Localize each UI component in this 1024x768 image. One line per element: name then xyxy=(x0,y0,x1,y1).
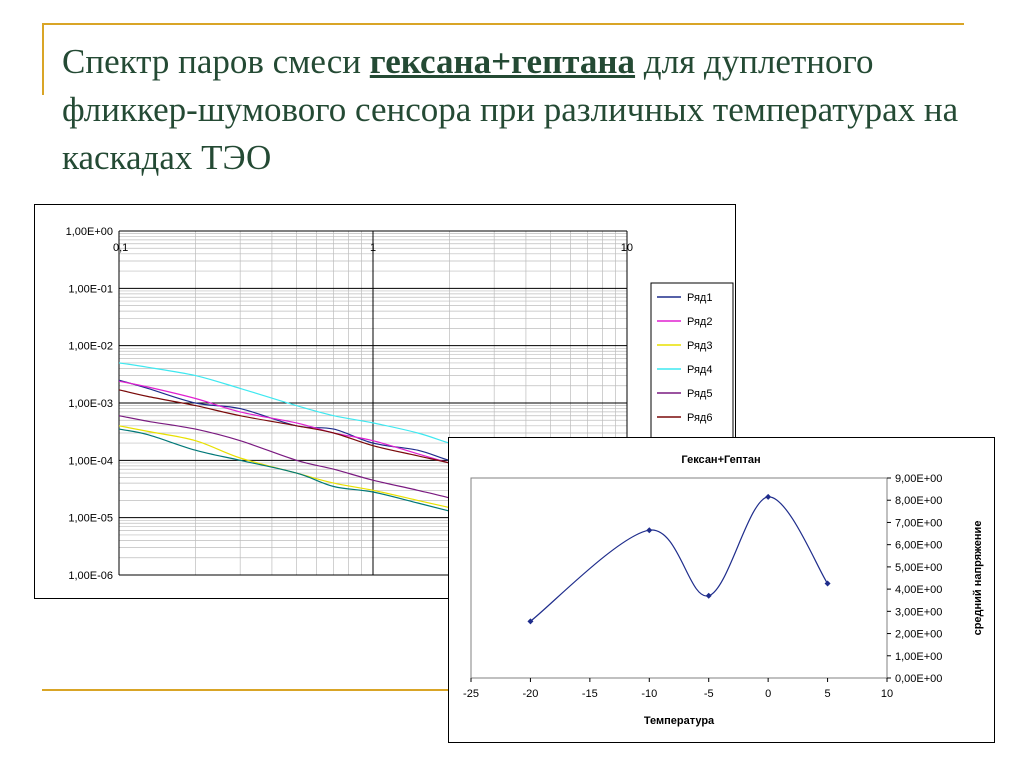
series-line-4 xyxy=(119,363,494,452)
legend-label-3: Ряд3 xyxy=(687,340,713,352)
data-point-marker xyxy=(765,494,771,500)
x-tick-label: -15 xyxy=(581,688,598,700)
title-text-start: Спектр паров смеси xyxy=(62,42,370,81)
y-tick-label: 1,00E-02 xyxy=(68,340,113,353)
y-tick-label: 3,00E+00 xyxy=(895,606,943,619)
spectrum-series-group xyxy=(119,363,494,520)
spectrum-legend xyxy=(651,283,733,448)
top-accent-line xyxy=(42,23,964,25)
x-tick-label: -5 xyxy=(703,688,714,700)
series-line-1 xyxy=(530,497,827,621)
y-tick-label: 1,00E-03 xyxy=(68,398,113,410)
series-line-5 xyxy=(119,416,494,511)
y-tick-label: 0,00E+00 xyxy=(895,673,943,685)
x-tick-label: -10 xyxy=(641,688,658,700)
bottom-accent-line xyxy=(42,689,450,691)
chart-title: Гексан+Гептан xyxy=(681,454,761,466)
legend-label-5: Ряд5 xyxy=(687,388,713,400)
x-tick-label: 10 xyxy=(620,242,633,254)
y-tick-label: 8,00E+00 xyxy=(895,495,943,508)
y-tick-label: 5,00E+00 xyxy=(895,561,943,574)
legend-label-4: Ряд4 xyxy=(687,364,713,376)
legend-label-1: Ряд1 xyxy=(687,292,713,304)
data-point-marker xyxy=(706,593,712,599)
y-tick-label: 6,00E+00 xyxy=(895,539,943,552)
left-accent-line xyxy=(42,23,44,95)
legend-label-2: Ряд2 xyxy=(687,316,713,328)
temperature-chart xyxy=(448,437,995,743)
temperature-chart-svg xyxy=(449,438,994,742)
title-text-end: для дуплетного фликкер-шумового сенсора при различных температурах на каскадах ТЭО xyxy=(62,42,959,177)
y-tick-label: 4,00E+00 xyxy=(895,584,943,597)
y-tick-label: 7,00E+00 xyxy=(895,517,943,530)
slide-title xyxy=(62,38,982,182)
legend-label-6: Ряд6 xyxy=(687,412,713,424)
x-tick-label: 0,1 xyxy=(113,242,129,254)
x-tick-label: -25 xyxy=(463,688,479,700)
y-axis-label: средний напряжение xyxy=(972,520,984,636)
y-tick-label: 1,00E-05 xyxy=(68,512,113,525)
y-tick-label: 1,00E-01 xyxy=(68,283,113,296)
y-tick-label: 1,00E-04 xyxy=(68,455,113,468)
y-tick-label: 9,00E+00 xyxy=(895,473,943,485)
x-tick-label: 5 xyxy=(824,688,831,700)
title-highlight: гексана+гептана xyxy=(369,42,636,81)
x-tick-label: 0 xyxy=(765,688,772,700)
data-point-marker xyxy=(646,527,652,533)
data-point-marker xyxy=(825,581,831,587)
x-tick-label: 1 xyxy=(370,242,377,254)
x-axis-label: Температура xyxy=(643,715,715,727)
y-tick-label: 2,00E+00 xyxy=(895,628,943,641)
x-tick-label: -20 xyxy=(522,688,539,700)
y-tick-label: 1,00E+00 xyxy=(895,650,943,663)
y-tick-label: 1,00E+00 xyxy=(65,226,113,238)
y-tick-label: 1,00E-06 xyxy=(68,570,113,582)
x-tick-label: 10 xyxy=(880,688,894,700)
